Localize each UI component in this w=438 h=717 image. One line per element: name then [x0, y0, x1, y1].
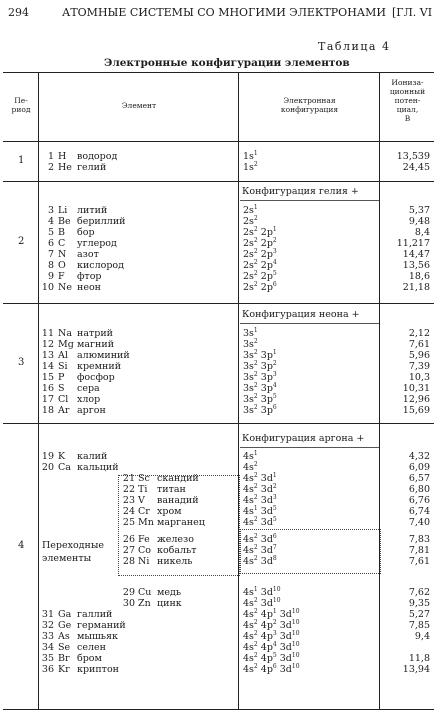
atomic-number: 6 — [47, 238, 54, 249]
electron-configuration: $4s^2$ $3d^8$ — [243, 555, 277, 567]
col-header-ionization: Иониза- ционный потен- циал, В — [389, 78, 426, 123]
element-name: германий — [77, 620, 126, 631]
atomic-number: 19 — [41, 451, 54, 462]
electron-configuration: $3s^2$ $3p^4$ — [243, 382, 277, 394]
ionization-potential: 13,56 — [402, 260, 430, 271]
col-header-period: Пе- риод — [11, 96, 31, 114]
ionization-potential: 13,539 — [396, 151, 430, 162]
element-symbol: Ga — [58, 609, 72, 620]
ionization-potential: 7,81 — [408, 545, 430, 556]
ionization-potential: 7,61 — [408, 556, 430, 567]
element-symbol: Si — [58, 361, 68, 372]
electron-configuration: $4s^2$ $3d^1$ — [243, 472, 277, 484]
electron-configuration: $2s^2$ $2p^2$ — [243, 237, 277, 249]
element-name: селен — [77, 642, 106, 653]
electron-configuration: $3s^2$ $3p^2$ — [243, 360, 277, 372]
atomic-number: 24 — [122, 506, 135, 517]
ionization-potential: 10,31 — [402, 383, 430, 394]
config-header-underline — [240, 200, 379, 201]
element-symbol: V — [138, 495, 145, 506]
atomic-number: 4 — [47, 216, 54, 227]
element-symbol: Ge — [58, 620, 72, 631]
table-row — [0, 663, 438, 676]
atomic-number: 11 — [41, 328, 54, 339]
config-header-neon: Конфигурация неона + — [242, 309, 360, 320]
table-title: Электронные конфигурации элементов — [104, 57, 350, 69]
element-symbol: Se — [58, 642, 71, 653]
electron-configuration: $4s^2$ $3d^3$ — [243, 494, 277, 506]
transition-elements-label: Переходные элементы — [42, 540, 105, 564]
running-title: АТОМНЫЕ СИСТЕМЫ СО МНОГИМИ ЭЛЕКТРОНАМИ — [62, 6, 386, 19]
table-label: Таблица 4 — [318, 40, 391, 53]
element-symbol: Ar — [58, 405, 70, 416]
element-name: фтор — [77, 271, 102, 282]
element-symbol: As — [58, 631, 70, 642]
ionization-potential: 18,6 — [408, 271, 430, 282]
table-row — [0, 555, 438, 568]
electron-configuration: $2s^2$ $2p^4$ — [243, 259, 277, 271]
atomic-number: 25 — [122, 517, 135, 528]
config-header-argon: Конфигурация аргона + — [242, 433, 365, 444]
ionization-potential: 6,80 — [408, 484, 430, 495]
period-2: 2 — [18, 236, 25, 247]
config-header-underline — [240, 323, 379, 324]
element-name: кобальт — [157, 545, 197, 556]
electron-configuration: $4s^2$ $4p^6$ $3d^{10}$ — [243, 663, 300, 675]
ionization-potential: 12,96 — [402, 394, 430, 405]
ionization-potential: 24,45 — [402, 162, 430, 173]
atomic-number: 22 — [122, 484, 135, 495]
element-symbol: Li — [58, 205, 68, 216]
element-name: кальций — [77, 462, 119, 473]
element-symbol: Cr — [138, 506, 150, 517]
ionization-potential: 9,35 — [408, 598, 430, 609]
element-name: бериллий — [77, 216, 126, 227]
electron-configuration: $1s^1$ — [243, 150, 258, 162]
atomic-number: 34 — [41, 642, 54, 653]
atomic-number: 12 — [41, 339, 54, 350]
ionization-potential: 7,85 — [408, 620, 430, 631]
electron-configuration: $3s^1$ — [243, 327, 258, 339]
element-name: бор — [77, 227, 95, 238]
element-symbol: Ne — [58, 282, 72, 293]
ionization-potential: 11,217 — [396, 238, 430, 249]
atomic-number: 28 — [122, 556, 135, 567]
electron-configuration: $4s^2$ $4p^5$ $3d^{10}$ — [243, 652, 300, 664]
atomic-number: 14 — [41, 361, 54, 372]
atomic-number: 7 — [47, 249, 54, 260]
table-bottom-rule — [3, 709, 434, 710]
ionization-potential: 7,62 — [408, 587, 430, 598]
atomic-number: 15 — [41, 372, 54, 383]
atomic-number: 36 — [41, 664, 54, 675]
ionization-potential: 5,96 — [408, 350, 430, 361]
electron-configuration: $2s^2$ $2p^5$ — [243, 270, 277, 282]
element-symbol: Al — [58, 350, 68, 361]
element-symbol: Co — [138, 545, 151, 556]
element-symbol: C — [58, 238, 66, 249]
ionization-potential: 6,74 — [408, 506, 430, 517]
page-number: 294 — [8, 6, 29, 19]
element-symbol: Cl — [58, 394, 69, 405]
element-name: железо — [157, 534, 194, 545]
table-row — [0, 516, 438, 529]
ionization-potential: 21,18 — [402, 282, 430, 293]
atomic-number: 2 — [47, 162, 54, 173]
element-name: магний — [77, 339, 115, 350]
element-symbol: N — [58, 249, 67, 260]
element-symbol: Mn — [138, 517, 154, 528]
electron-configuration: $4s^2$ $3d^2$ — [243, 483, 277, 495]
element-name: кремний — [77, 361, 122, 372]
electron-configuration: $2s^2$ $2p^6$ — [243, 281, 277, 293]
electron-configuration: $4s^2$ $3d^5$ — [243, 516, 277, 528]
ionization-potential: 7,40 — [408, 517, 430, 528]
electron-configuration: $3s^2$ $3p^1$ — [243, 349, 277, 361]
ionization-potential: 11,8 — [408, 653, 430, 664]
electron-configuration: $4s^2$ $4p^2$ $3d^{10}$ — [243, 619, 300, 631]
element-symbol: He — [58, 162, 72, 173]
element-name: неон — [77, 282, 102, 293]
element-name: фосфор — [77, 372, 115, 383]
atomic-number: 13 — [41, 350, 54, 361]
element-name: калий — [77, 451, 108, 462]
ionization-potential: 6,76 — [408, 495, 430, 506]
element-name: мышьяк — [77, 631, 118, 642]
atomic-number: 20 — [41, 462, 54, 473]
period-1: 1 — [18, 155, 25, 166]
chapter-label: [ГЛ. VI — [392, 6, 433, 19]
element-name: хром — [157, 506, 182, 517]
ionization-potential: 7,61 — [408, 339, 430, 350]
atomic-number: 17 — [41, 394, 54, 405]
element-name: кислород — [77, 260, 124, 271]
col-header-config: Электронная конфигурация — [280, 96, 339, 114]
element-name: криптон — [77, 664, 119, 675]
ionization-potential: 9,4 — [414, 631, 430, 642]
element-name: литий — [77, 205, 108, 216]
atomic-number: 16 — [41, 383, 54, 394]
table-top-rule — [3, 72, 434, 73]
atomic-number: 5 — [47, 227, 54, 238]
electron-configuration: $2s^2$ $2p^1$ — [243, 226, 277, 238]
element-name: сера — [77, 383, 100, 394]
ionization-potential: 7,39 — [408, 361, 430, 372]
element-symbol: Be — [58, 216, 71, 227]
atomic-number: 30 — [122, 598, 135, 609]
ionization-potential: 8,4 — [414, 227, 430, 238]
element-symbol: S — [58, 383, 65, 394]
config-header-helium: Конфигурация гелия + — [242, 186, 359, 197]
electron-configuration: $4s^1$ $3d^{10}$ — [243, 586, 281, 598]
element-symbol: B — [58, 227, 65, 238]
electron-configuration: $3s^2$ $3p^5$ — [243, 393, 277, 405]
element-name: ванадий — [157, 495, 199, 506]
atomic-number: 21 — [122, 473, 135, 484]
element-symbol: Ni — [138, 556, 150, 567]
period-2-rule — [3, 303, 434, 304]
atomic-number: 8 — [47, 260, 54, 271]
element-symbol: Br — [58, 653, 70, 664]
element-symbol: O — [58, 260, 66, 271]
atomic-number: 33 — [41, 631, 54, 642]
element-symbol: Fe — [138, 534, 150, 545]
ionization-potential: 6,57 — [408, 473, 430, 484]
electron-configuration: $3s^2$ $3p^6$ — [243, 404, 277, 416]
element-symbol: Ca — [58, 462, 71, 473]
electron-configuration: $3s^2$ $3p^3$ — [243, 371, 277, 383]
atomic-number: 10 — [41, 282, 54, 293]
electron-configuration: $2s^2$ $2p^3$ — [243, 248, 277, 260]
electron-configuration: $4s^2$ $4p^4$ $3d^{10}$ — [243, 641, 300, 653]
electron-configuration: $4s^2$ $3d^{10}$ — [243, 597, 281, 609]
period-3-rule — [3, 423, 434, 424]
element-name: алюминий — [77, 350, 130, 361]
electron-configuration: $2s^1$ — [243, 204, 258, 216]
element-symbol: Zn — [138, 598, 151, 609]
electron-configuration: $2s^2$ — [243, 215, 258, 227]
ionization-potential: 9,48 — [408, 216, 430, 227]
atomic-number: 18 — [41, 405, 54, 416]
ionization-potential: 6,09 — [408, 462, 430, 473]
period-1-rule — [3, 181, 434, 182]
atomic-number: 35 — [41, 653, 54, 664]
element-name: галлий — [77, 609, 113, 620]
ionization-potential: 4,32 — [408, 451, 430, 462]
element-name: углерод — [77, 238, 117, 249]
config-header-underline — [240, 447, 379, 448]
element-name: водород — [77, 151, 118, 162]
table-row — [0, 404, 438, 417]
electron-configuration: $4s^2$ $4p^3$ $3d^{10}$ — [243, 630, 300, 642]
element-name: титан — [157, 484, 186, 495]
ionization-potential: 2,12 — [408, 328, 430, 339]
atomic-number: 3 — [47, 205, 54, 216]
electron-configuration: $4s^2$ $3d^7$ — [243, 544, 277, 556]
ionization-potential: 13,94 — [402, 664, 430, 675]
element-symbol: Na — [58, 328, 72, 339]
ionization-potential: 15,69 — [402, 405, 430, 416]
atomic-number: 9 — [47, 271, 54, 282]
atomic-number: 29 — [122, 587, 135, 598]
element-symbol: F — [58, 271, 65, 282]
electron-configuration: $4s^1$ — [243, 450, 258, 462]
atomic-number: 31 — [41, 609, 54, 620]
element-name: медь — [157, 587, 182, 598]
atomic-number: 27 — [122, 545, 135, 556]
element-symbol: P — [58, 372, 65, 383]
atomic-number: 23 — [122, 495, 135, 506]
element-name: аргон — [77, 405, 106, 416]
element-name: гелий — [77, 162, 107, 173]
atomic-number: 26 — [122, 534, 135, 545]
atomic-number: 1 — [47, 151, 54, 162]
electron-configuration: $3s^2$ — [243, 338, 258, 350]
atomic-number: 32 — [41, 620, 54, 631]
element-name: никель — [157, 556, 193, 567]
element-symbol: Cu — [138, 587, 152, 598]
ionization-potential: 5,27 — [408, 609, 430, 620]
element-name: натрий — [77, 328, 113, 339]
element-symbol: Sc — [138, 473, 150, 484]
element-name: скандий — [157, 473, 199, 484]
electron-configuration: $4s^2$ $4p^1$ $3d^{10}$ — [243, 608, 300, 620]
element-symbol: Mg — [58, 339, 74, 350]
element-symbol: Kr — [58, 664, 70, 675]
element-symbol: Ti — [138, 484, 148, 495]
header-bottom-rule — [3, 141, 434, 142]
ionization-potential: 5,37 — [408, 205, 430, 216]
electron-configuration: $4s^1$ $3d^5$ — [243, 505, 277, 517]
element-name: бром — [77, 653, 102, 664]
element-name: азот — [77, 249, 99, 260]
electron-configuration: $4s^2$ $3d^6$ — [243, 533, 277, 545]
element-symbol: H — [58, 151, 67, 162]
element-name: цинк — [157, 598, 182, 609]
ionization-potential: 14,47 — [402, 249, 430, 260]
electron-configuration: $1s^2$ — [243, 161, 258, 173]
period-3: 3 — [18, 357, 25, 368]
col-header-element: Элемент — [121, 101, 157, 110]
ionization-potential: 7,83 — [408, 534, 430, 545]
ionization-potential: 10,3 — [408, 372, 430, 383]
element-name: хлор — [77, 394, 101, 405]
table-row — [0, 281, 438, 294]
electron-configuration: $4s^2$ — [243, 461, 258, 473]
element-name: марганец — [157, 517, 205, 528]
period-4: 4 — [18, 540, 25, 551]
element-symbol: K — [58, 451, 66, 462]
table-row — [0, 161, 438, 174]
